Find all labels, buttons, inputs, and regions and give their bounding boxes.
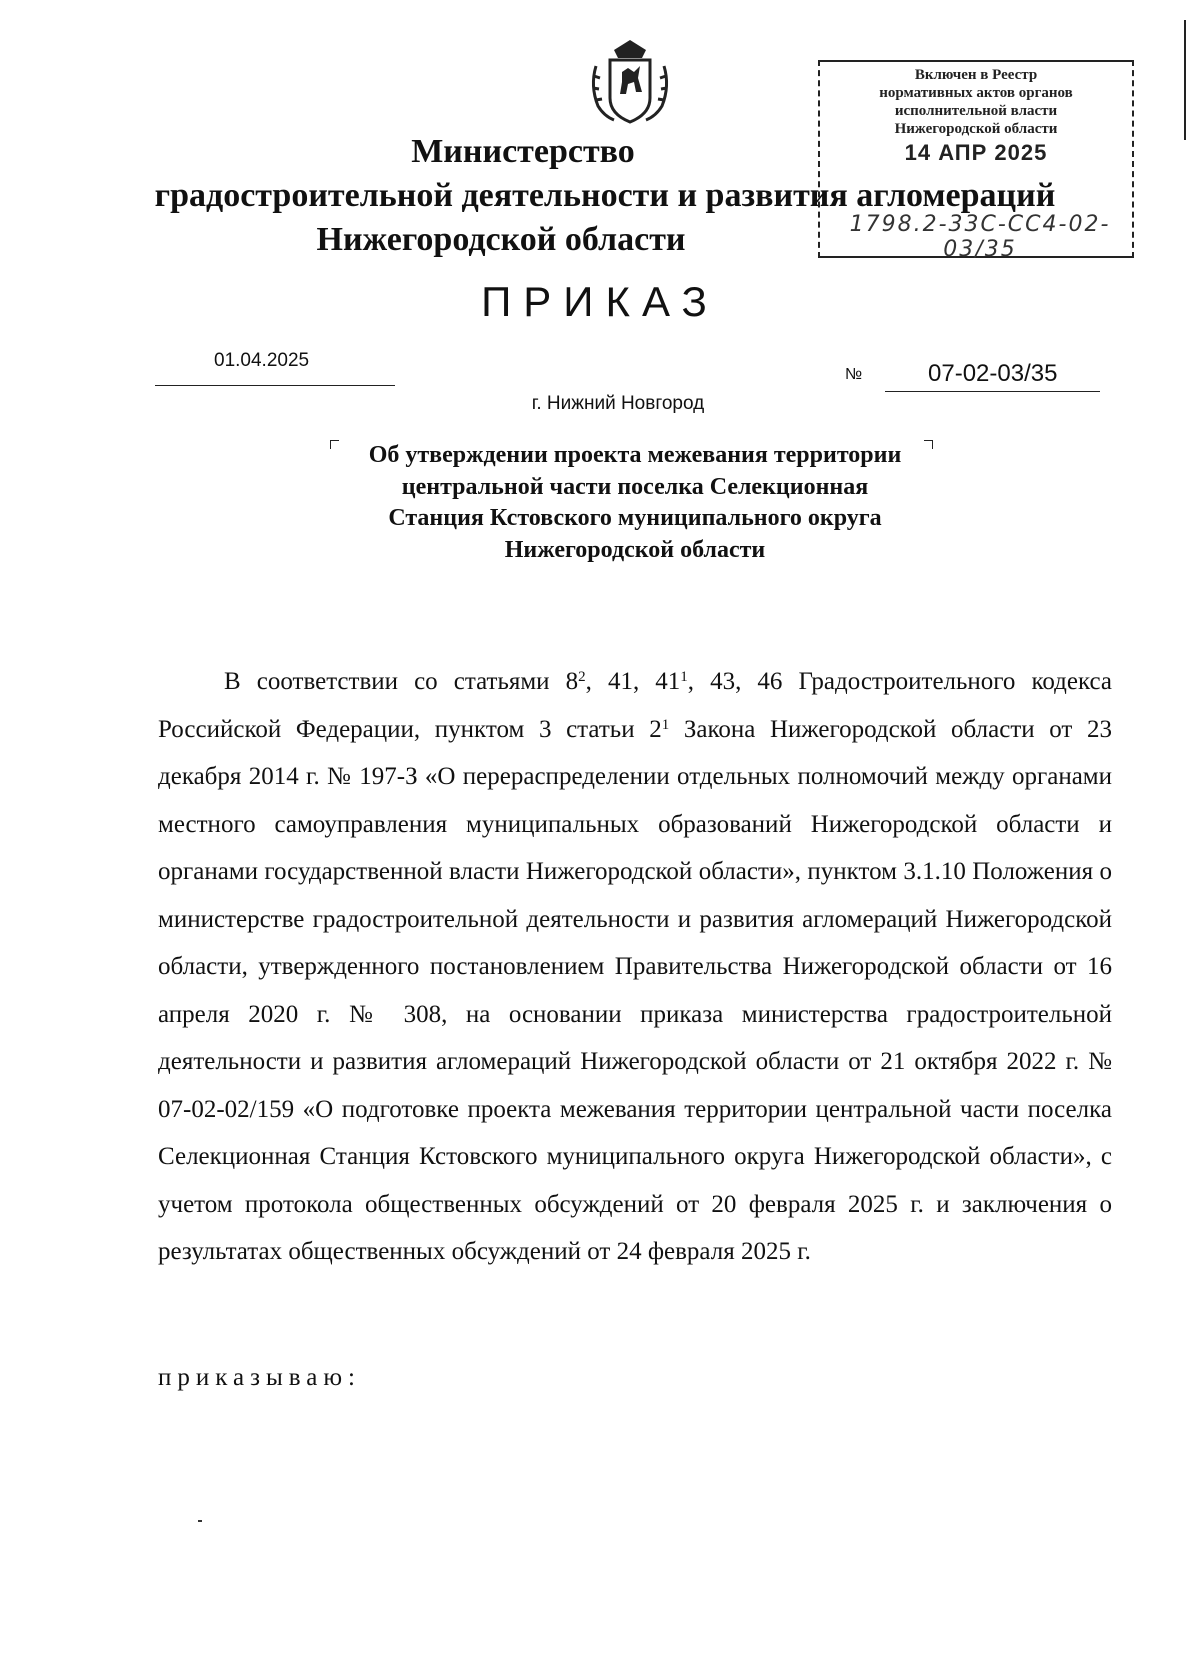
number-underline <box>885 391 1100 392</box>
order-directive: приказываю: <box>158 1364 361 1391</box>
ministry-title-line3: Нижегородской области <box>316 221 686 258</box>
stamp-line2: нормативных актов органов <box>879 85 1073 101</box>
superscript-2: 1 <box>680 668 688 685</box>
order-date: 01.04.2025 <box>214 350 310 371</box>
stamp-line1: Включен в Реестр <box>914 67 1038 83</box>
coat-of-arms-icon <box>584 36 676 128</box>
order-number: 07-02-03/35 <box>928 360 1058 387</box>
subject-corner-left <box>330 440 339 449</box>
order-body-paragraph <box>158 658 1112 1276</box>
stamp-line3: исполнительной власти <box>894 103 1058 119</box>
superscript-1: 2 <box>578 668 586 685</box>
scan-edge-mark <box>1184 20 1186 140</box>
order-city: г. Нижний Новгород <box>531 393 705 414</box>
stamp-date: 14 АПР 2025 <box>904 140 1048 165</box>
ministry-title-line2: градостроительной деятельности и развития агломераций <box>154 177 1056 214</box>
order-title: ПРИКАЗ <box>481 278 719 325</box>
body-text-part2: , 41, 41 <box>585 668 681 695</box>
body-text-part1: В соответствии со статьями 8 <box>224 668 579 695</box>
ministry-title-line1: Министерство <box>411 133 635 170</box>
stamp-line4: Нижегородской области <box>894 121 1058 137</box>
registry-stamp <box>818 60 1134 262</box>
order-subject: Об утверждении проекта межевания территории центральной части поселка Селекционная Станция Кстовского муниципального округа Нижегородской области <box>368 442 902 563</box>
body-text-part3: , 43, 46 Градостроительного кодекса Российской Федерации, пунктом 3 статьи 2 <box>158 668 1112 743</box>
number-sign: № <box>845 366 863 383</box>
date-underline <box>155 385 395 386</box>
body-text-part4: Закона Нижегородской области от 23 декабря 2014 г. № 197-З «О перераспределении отдельных полномочий между органами местного самоуправления муниципальных образований Нижегородской области и органами государственной власти Нижегородской области», пунктом 3.1.10 Положения о министерстве градостроительной деятельности и развития агломераций Нижегородской области, утвержденного постановлением Правительства Нижегородской области от 16 апреля 2020 г. № 308, на основании приказа министерства градостроительной деятельности и развития агломераций Нижегородской области от 21 октября 2022 г. № 07-02-02/159 «О подготовке проекта межевания территории центральной части поселка Селекционная Станция Кстовского муниципального округа Нижегородской области», с учетом протокола общественных обсуждений от 20 февраля 2025 г. и заключения о результатах общественных обсуждений от 24 февраля 2025 г. <box>158 715 1112 1265</box>
superscript-3: 1 <box>661 716 670 733</box>
scan-speck <box>198 1520 202 1522</box>
stamp-registration-number: 1798.2-33С-СС4-02-03/35 <box>849 212 1111 262</box>
subject-corner-right <box>924 440 933 449</box>
